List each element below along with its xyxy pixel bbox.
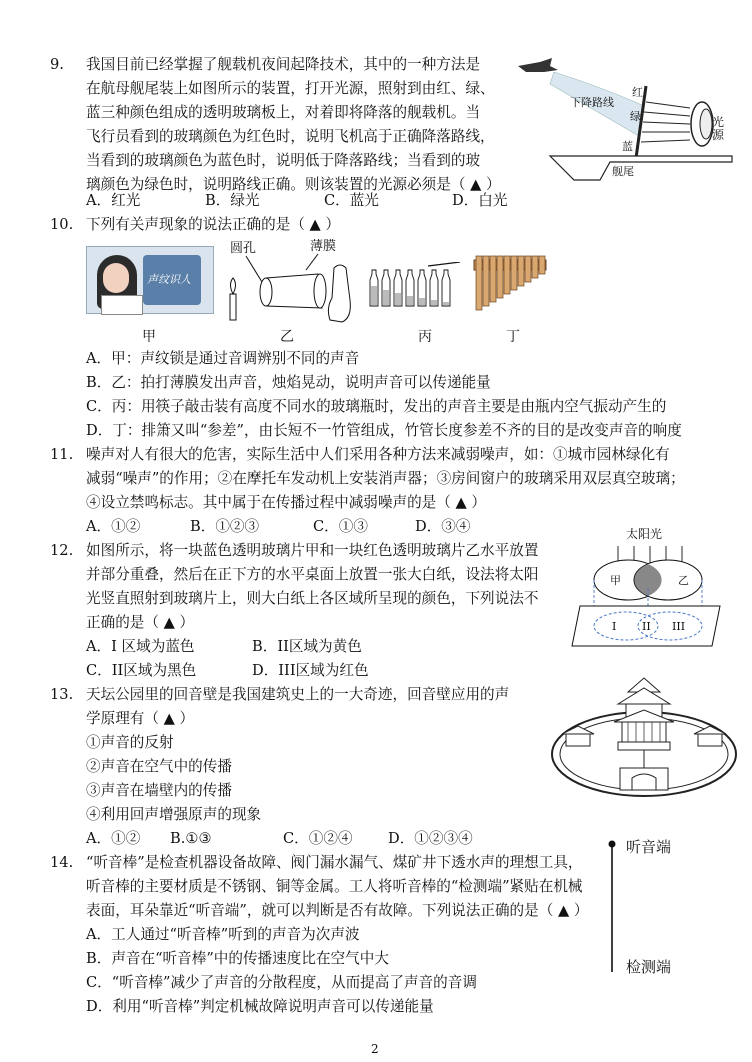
stern-label: 舰尾: [612, 165, 634, 178]
question-9-option-c: C．蓝光: [324, 192, 379, 209]
question-12-line: 正确的是（ ▲ ）: [86, 614, 195, 631]
caption-jia: 甲: [142, 329, 156, 345]
question-12-option-b: B．II区域为黄色: [252, 638, 362, 655]
hole-label: 圆孔: [230, 241, 257, 256]
descent-path-label: 下降路线: [570, 96, 614, 109]
question-14-number: 14.: [50, 854, 74, 871]
question-9-line: 当看到的玻璃颜色为蓝色时，说明低于降落路线；当看到的玻: [86, 152, 481, 169]
voiceprint-poster-text: 声纹识人: [147, 273, 191, 286]
hand-icon: [328, 265, 350, 322]
question-13-option-c: C．①②④: [283, 830, 353, 847]
question-13-option-d: D．①②③④: [388, 830, 473, 847]
question-13-item: ①声音的反射: [86, 734, 174, 751]
red-label: 红: [632, 86, 643, 99]
question-10-option-b: B．乙：拍打薄膜发出声音，烛焰晃动，说明声音可以传递能量: [86, 374, 491, 391]
question-11-option-c: C．①③: [313, 518, 368, 535]
voiceprint-poster: [86, 246, 214, 314]
question-9-line: 我国目前已经掌握了舰载机夜间起降技术，其中的一种方法是: [86, 56, 481, 73]
question-10-option-a: A．甲：声纹锁是通过音调辨别不同的声音: [86, 350, 360, 367]
flame-icon: [231, 278, 236, 294]
question-13-line: 天坛公园里的回音壁是我国建筑史上的一大奇迹，回音壁应用的声: [86, 686, 510, 703]
blue-label: 蓝: [622, 140, 633, 153]
question-14-option-c: C．“听音棒”减少了声音的分散程度，从而提高了声音的音调: [86, 974, 477, 991]
landing-light-diagram: [514, 58, 744, 186]
listening-rod-figure: [606, 838, 618, 978]
candle-membrane-figure: [222, 238, 362, 324]
question-14-option-b: B．声音在“听音棒”中的传播速度比在空气中大: [86, 950, 389, 967]
question-14-option-a: A．工人通过“听音棒”听到的声音为次声波: [86, 926, 360, 943]
question-13-item: ③声音在墙壁内的传播: [86, 782, 232, 799]
question-11-line: ④设立禁鸣标志。其中属于在传播过程中减弱噪声的是（ ▲ ）: [86, 494, 486, 511]
fighter-jet-icon: [518, 58, 558, 72]
question-13-option-b: B.①③: [170, 830, 212, 847]
question-10-number: 10.: [50, 216, 74, 233]
question-12-option-c: C．II区域为黑色: [86, 662, 197, 679]
ship-stern-shape: [550, 156, 732, 180]
question-12-line: 光竖直照射到玻璃片上，则大白纸上各区域所呈现的颜色，下列说法不: [86, 590, 539, 607]
listening-end-label: 听音端: [626, 838, 672, 856]
question-13-number: 13.: [50, 686, 74, 703]
question-12-option-a: A．I 区域为蓝色: [86, 638, 195, 655]
question-11-option-a: A．①②: [86, 518, 141, 535]
sunlight-label: 太阳光: [626, 528, 663, 541]
detection-end-label: 检测端: [626, 958, 672, 976]
question-9-line: 在航母舰尾装上如图所示的装置，打开光源，照射到由红、绿、: [86, 80, 495, 97]
question-14-line: “听音棒”是检查机器设备故障、阀门漏水漏气、煤矿井下透水声的理想工具，: [86, 854, 583, 871]
bottle-row-figure: [368, 262, 462, 308]
region-3-label: III: [672, 620, 686, 633]
question-14-line: 表面，耳朵靠近“听音端”，就可以判断是否有故障。下列说法正确的是（ ▲ ）: [86, 902, 589, 919]
question-9-line: 蓝三种颜色组成的透明玻璃板上，对着即将降落的舰载机。当: [86, 104, 481, 121]
caption-yi: 乙: [280, 329, 294, 345]
question-13-item: ④利用回声增强原声的现象: [86, 806, 262, 823]
light-source-label: 光源: [712, 115, 725, 142]
question-13-line: 学原理有（ ▲ ）: [86, 710, 195, 727]
question-14-option-d: D．利用“听音棒”判定机械故障说明声音可以传递能量: [86, 998, 434, 1015]
question-13-option-a: A．①②: [86, 830, 141, 847]
question-11-line: 噪声对人有很大的危害，实际生活中人们采用各种方法来减弱噪声，如：①城市园林绿化有: [86, 446, 670, 463]
caption-ding: 丁: [506, 329, 520, 345]
caption-bing: 丙: [418, 329, 432, 345]
question-12-line: 并部分重叠，然后在正下方的水平桌面上放置一张大白纸，设法将太阳: [86, 566, 539, 583]
echo-wall-drawing: [548, 672, 740, 802]
question-10-option-d: D．丁：排箫又叫“参差”，由长短不一竹管组成，竹管长度参差不齐的目的是改变声音的响度: [86, 422, 682, 439]
question-9-line: 璃颜色为绿色时，说明路线正确。则该装置的光源必须是（ ▲ ）: [86, 176, 501, 193]
region-1-label: I: [612, 620, 617, 633]
question-12-option-d: D．III区域为红色: [252, 662, 369, 679]
question-12-line: 如图所示，将一块蓝色透明玻璃片甲和一块红色透明玻璃片乙水平放置: [86, 542, 539, 559]
color-filter-diagram: [566, 528, 726, 654]
region-2-label: II: [642, 620, 651, 633]
question-11-number: 11.: [50, 446, 74, 463]
question-11-option-d: D．③④: [415, 518, 471, 535]
question-9-option-b: B．绿光: [205, 192, 260, 209]
question-9-option-d: D．白光: [452, 192, 508, 209]
question-10-stem: 下列有关声现象的说法正确的是（ ▲ ）: [86, 216, 341, 233]
filter-jia-label: 甲: [610, 574, 621, 587]
question-9-line: 飞行员看到的玻璃颜色为红色时，说明飞机高于正确降落路线，: [86, 128, 495, 145]
question-13-item: ②声音在空气中的传播: [86, 758, 232, 775]
green-label: 绿: [630, 110, 641, 123]
question-11-option-b: B．①②③: [190, 518, 260, 535]
page-number: 2: [371, 1042, 379, 1056]
question-12-number: 12.: [50, 542, 74, 559]
panpipe-figure: [470, 252, 550, 312]
question-14-line: 听音棒的主要材质是不锈钢、铜等金属。工人将听音棒的“检测端”紧贴在机械: [86, 878, 583, 895]
question-9-number: 9.: [50, 56, 64, 73]
filter-yi-label: 乙: [678, 574, 689, 587]
question-9-option-a: A．红光: [86, 192, 141, 209]
question-10-option-c: C．丙：用筷子敲击装有高度不同水的玻璃瓶时，发出的声音主要是由瓶内空气振动产生的: [86, 398, 667, 415]
question-11-line: 减弱“噪声”的作用；②在摩托车发动机上安装消声器；③房间窗户的玻璃采用双层真空玻璃；: [86, 470, 685, 487]
membrane-label: 薄膜: [310, 239, 337, 254]
